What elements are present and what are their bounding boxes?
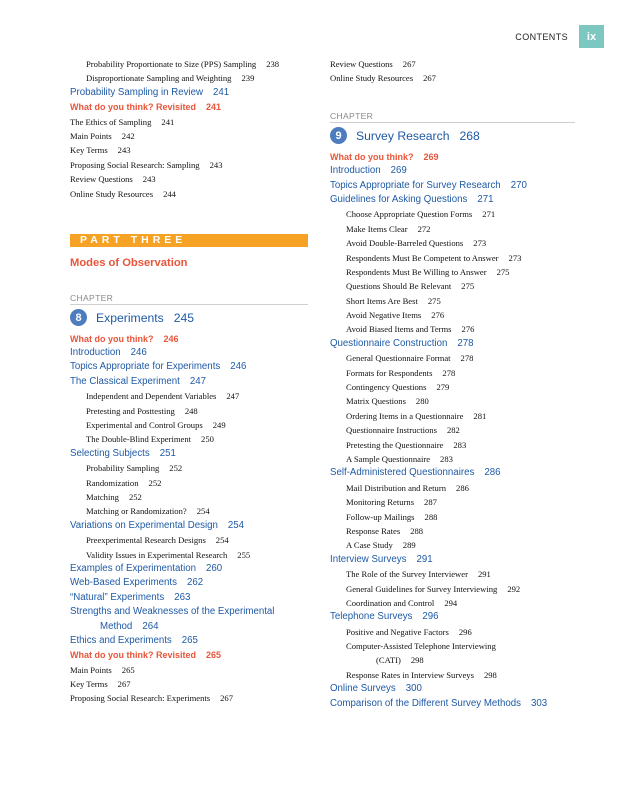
- toc-entry-title: Self-Administered Questionnaires: [330, 467, 475, 479]
- chapter-number-badge: 9: [330, 127, 347, 144]
- toc-entry-page: 244: [163, 188, 176, 199]
- toc-entry[interactable]: [70, 404, 308, 418]
- toc-entry-title: Positive and Negative Factors: [346, 626, 449, 637]
- toc-entry-title: Guidelines for Asking Questions: [330, 193, 468, 205]
- toc-entry-title: Interview Surveys: [330, 553, 407, 565]
- toc-entry[interactable]: [330, 466, 575, 480]
- toc-entry[interactable]: [330, 193, 575, 207]
- toc-entry-title: Follow-up Mailings: [346, 511, 415, 522]
- toc-entry-page: 288: [424, 511, 438, 522]
- toc-entries-chapter-9: [330, 150, 575, 711]
- toc-entry[interactable]: [330, 524, 575, 538]
- toc-entry-title: Proposing Social Research: Experiments: [70, 693, 211, 704]
- toc-entry[interactable]: [330, 538, 575, 552]
- toc-entry-title: Response Rates in Interview Surveys: [346, 669, 474, 680]
- toc-entry-title-continued: [346, 653, 575, 667]
- toc-entry-page: 291: [416, 553, 433, 565]
- toc-entry[interactable]: [70, 375, 308, 389]
- chapter-label: CHAPTER: [70, 292, 308, 305]
- toc-entry[interactable]: [330, 697, 575, 711]
- toc-entry-page: 298: [410, 655, 424, 666]
- toc-entry-title: Validity Issues in Experimental Research: [86, 549, 228, 560]
- toc-entry[interactable]: [70, 187, 308, 201]
- toc-entry[interactable]: [330, 294, 575, 308]
- toc-entry-page: 296: [422, 611, 439, 623]
- toc-entry-page: 292: [507, 583, 521, 594]
- page-number-tab: ix: [579, 25, 604, 48]
- toc-entry-page: 255: [237, 549, 251, 560]
- toc-entry-page: 264: [142, 620, 159, 632]
- toc-entry[interactable]: [70, 605, 308, 634]
- toc-entry-page: 294: [444, 597, 458, 608]
- toc-entry[interactable]: [70, 691, 308, 705]
- toc-entry[interactable]: [70, 57, 308, 71]
- toc-entry-page: 238: [266, 59, 280, 69]
- toc-entry-page: 273: [473, 238, 487, 249]
- toc-entry-page: 288: [410, 525, 424, 536]
- toc-entry-page: 286: [456, 482, 469, 493]
- toc-entry[interactable]: [330, 394, 575, 408]
- toc-entry-title: Review Questions: [70, 174, 133, 185]
- toc-entry-page: 252: [169, 463, 183, 474]
- toc-entry-title: “Natural” Experiments: [70, 591, 165, 603]
- toc-entry[interactable]: [330, 222, 575, 236]
- toc-entry-title: Key Terms: [70, 145, 108, 156]
- toc-entry-title: Questions Should Be Relevant: [346, 281, 452, 292]
- toc-entry-title: Key Terms: [70, 679, 108, 690]
- toc-entry-title: Respondents Must Be Competent to Answer: [346, 252, 499, 263]
- toc-entry-page: 275: [427, 295, 441, 306]
- toc-entry-page: 267: [402, 59, 416, 69]
- toc-entry[interactable]: [330, 366, 575, 380]
- toc-entry-title: Make Items Clear: [346, 223, 408, 234]
- toc-entry-title: Avoid Negative Items: [346, 310, 422, 321]
- toc-entry[interactable]: [70, 332, 308, 346]
- chapter-label: CHAPTER: [330, 110, 575, 123]
- toc-entry-page: 300: [405, 683, 422, 695]
- toc-entry-title: Questionnaire Construction: [330, 337, 448, 349]
- toc-entry-title: The Double-Blind Experiment: [86, 434, 192, 445]
- toc-entry-page: 252: [148, 477, 162, 488]
- toc-entry-page: 265: [181, 634, 198, 646]
- toc-entry-page: 246: [230, 361, 247, 373]
- toc-entry-title: Response Rates: [346, 525, 401, 536]
- chapter-heading[interactable]: [330, 126, 575, 146]
- toc-entry-title: Web-Based Experiments: [70, 577, 177, 589]
- toc-entry-page: 262: [186, 577, 204, 589]
- toc-entry-page: 272: [417, 223, 431, 234]
- toc-entry[interactable]: [330, 71, 575, 85]
- toc-entry[interactable]: [70, 548, 308, 562]
- toc-column-right: [330, 57, 575, 711]
- toc-entry-page: 254: [196, 506, 210, 517]
- toc-entry[interactable]: [70, 389, 308, 403]
- toc-entry-title: Pretesting the Questionnaire: [346, 439, 444, 450]
- toc-entry-title: Mail Distribution and Return: [346, 482, 447, 493]
- toc-entry[interactable]: [330, 337, 575, 351]
- toc-entry[interactable]: [330, 308, 575, 322]
- running-header-label: CONTENTS: [515, 32, 568, 42]
- toc-entry-title: General Questionnaire Format: [346, 353, 451, 364]
- toc-entry-title: The Role of the Survey Interviewer: [346, 569, 468, 580]
- toc-entry-title: Main Points: [70, 130, 112, 141]
- toc-entry[interactable]: [70, 576, 308, 590]
- toc-entry-page: 265: [121, 664, 135, 675]
- toc-entry-page: 298: [483, 669, 497, 680]
- toc-entry-title: Contingency Questions: [346, 382, 427, 393]
- toc-entry[interactable]: [70, 476, 308, 490]
- toc-entry[interactable]: [330, 265, 575, 279]
- toc-entries-left-top: [70, 57, 308, 201]
- chapter-page: 268: [459, 128, 480, 143]
- toc-entry[interactable]: [330, 682, 575, 696]
- toc-entry-title: Respondents Must Be Willing to Answer: [346, 266, 487, 277]
- toc-entry-page: 251: [159, 447, 176, 459]
- toc-entry-title: Preexperimental Research Designs: [86, 535, 206, 546]
- toc-entry-page: 250: [201, 434, 214, 445]
- toc-entry-page: 254: [215, 535, 229, 546]
- toc-entry-page: 296: [458, 626, 472, 637]
- toc-entry-title: Monitoring Returns: [346, 497, 415, 508]
- toc-entry-title: Telephone Surveys: [330, 611, 413, 623]
- toc-entry[interactable]: [330, 179, 575, 193]
- toc-entry[interactable]: [70, 71, 308, 85]
- toc-column-left: [70, 57, 308, 706]
- toc-entry-title: Computer-Assisted Telephone Interviewing: [346, 641, 496, 652]
- toc-entry-page: 247: [226, 391, 240, 402]
- toc-entry[interactable]: [70, 418, 308, 432]
- chapter-number-badge: 8: [70, 309, 87, 326]
- toc-entry-title-continued-text: (CATI): [376, 655, 401, 666]
- toc-entry-title: Coordination and Control: [346, 597, 435, 608]
- toc-entry[interactable]: [70, 663, 308, 677]
- toc-entry-title: The Classical Experiment: [70, 375, 180, 387]
- toc-entry[interactable]: [70, 490, 308, 504]
- toc-entry[interactable]: [330, 207, 575, 221]
- toc-entry-title: Online Study Resources: [330, 73, 414, 84]
- toc-entry-page: 283: [453, 439, 467, 450]
- toc-entry-title: Disproportionate Sampling and Weighting: [86, 73, 232, 84]
- toc-entry-title: Probability Proportionate to Size (PPS) Sampling: [86, 59, 257, 69]
- toc-entry-page: 267: [220, 693, 233, 704]
- toc-entry-title: Examples of Experimentation: [70, 562, 196, 574]
- toc-entry[interactable]: [70, 143, 308, 157]
- toc-entry[interactable]: [330, 164, 575, 178]
- toc-entry-page: 269: [423, 151, 439, 162]
- toc-entry-title: What do you think?: [330, 151, 414, 162]
- toc-entry-page: 278: [457, 337, 474, 349]
- toc-entry-page: 243: [142, 174, 156, 185]
- toc-entry[interactable]: [70, 360, 308, 374]
- toc-entry-page: 267: [423, 73, 436, 84]
- toc-entry[interactable]: [330, 567, 575, 581]
- toc-entry-page: 243: [117, 145, 131, 156]
- toc-entry[interactable]: [70, 158, 308, 172]
- toc-entry-page: 271: [477, 193, 494, 205]
- toc-entry[interactable]: [330, 553, 575, 567]
- toc-entry-page: 248: [184, 405, 198, 416]
- toc-entry-title: A Sample Questionnaire: [346, 453, 431, 464]
- toc-entry-title: Independent and Dependent Variables: [86, 391, 217, 402]
- toc-entry-title: Formats for Respondents: [346, 367, 433, 378]
- toc-entry[interactable]: [70, 634, 308, 648]
- toc-entry[interactable]: [70, 562, 308, 576]
- toc-entry[interactable]: [330, 251, 575, 265]
- toc-entry[interactable]: [330, 423, 575, 437]
- toc-entry[interactable]: [330, 625, 575, 639]
- toc-entry-page: 249: [212, 420, 226, 431]
- toc-entry[interactable]: [70, 115, 308, 129]
- toc-entry-title-continued: [70, 620, 308, 634]
- toc-entry[interactable]: [330, 668, 575, 682]
- toc-entry[interactable]: [330, 380, 575, 394]
- toc-entry-title: Matrix Questions: [346, 396, 406, 407]
- toc-entry[interactable]: [70, 129, 308, 143]
- chapter-title: Survey Research: [356, 128, 450, 143]
- toc-entry-page: 242: [121, 130, 135, 141]
- toc-entry-title: Ordering Items in a Questionnaire: [346, 410, 464, 421]
- toc-entry-page: 265: [206, 650, 222, 661]
- toc-entry[interactable]: [70, 432, 308, 446]
- toc-entry[interactable]: [330, 610, 575, 624]
- toc-entry-page: 263: [174, 591, 191, 603]
- toc-entry-title: Questionnaire Instructions: [346, 425, 437, 436]
- toc-entry[interactable]: [70, 346, 308, 360]
- toc-entry[interactable]: [70, 461, 308, 475]
- toc-entry-page: 241: [161, 116, 175, 127]
- chapter-heading[interactable]: [70, 308, 308, 328]
- toc-entries-right-top: [330, 57, 575, 86]
- toc-entry-page: 276: [431, 310, 445, 321]
- toc-entry-title: Topics Appropriate for Experiments: [70, 361, 221, 373]
- toc-entry-page: 241: [213, 86, 230, 98]
- toc-entry[interactable]: [70, 677, 308, 691]
- toc-entry[interactable]: [70, 447, 308, 461]
- toc-entry-page: 252: [128, 491, 142, 502]
- toc-entry-page: 276: [461, 324, 475, 335]
- toc-entry[interactable]: [70, 591, 308, 605]
- toc-entry[interactable]: [330, 57, 575, 71]
- toc-entry[interactable]: [70, 172, 308, 186]
- toc-entry-title: A Case Study: [346, 540, 393, 551]
- toc-entry-page: 281: [473, 410, 487, 421]
- toc-entry-title: Main Points: [70, 664, 112, 675]
- toc-entry-title: Pretesting and Posttesting: [86, 405, 175, 416]
- toc-entry-page: 286: [484, 467, 501, 479]
- toc-entry[interactable]: [330, 510, 575, 524]
- toc-entry-title: General Guidelines for Survey Interviewing: [346, 583, 498, 594]
- part-banner: PART THREE: [70, 234, 308, 247]
- toc-entry-title: Online Surveys: [330, 683, 396, 695]
- toc-entry-title: Probability Sampling: [86, 463, 160, 474]
- toc-entry-title: Choose Appropriate Question Forms: [346, 209, 473, 220]
- toc-entry-page: 278: [460, 353, 474, 364]
- toc-entry-title-continued-text: Method: [100, 620, 133, 632]
- chapter-page: 245: [173, 310, 195, 325]
- part-title: Modes of Observation: [70, 256, 188, 269]
- toc-entry-title: Introduction: [330, 165, 381, 177]
- toc-entry-page: 291: [477, 569, 491, 580]
- toc-entry-page: 273: [508, 252, 522, 263]
- toc-entry[interactable]: [330, 236, 575, 250]
- toc-entry-page: 254: [227, 519, 245, 531]
- toc-entry-title: Avoid Double-Barreled Questions: [346, 238, 464, 249]
- toc-entry-title: What do you think?: [70, 333, 154, 344]
- toc-entry-page: 283: [440, 453, 453, 464]
- toc-entry-page: 287: [424, 497, 437, 508]
- toc-entry-page: 241: [206, 102, 222, 113]
- toc-entry-title: Online Study Resources: [70, 188, 154, 199]
- toc-entry-title: Short Items Are Best: [346, 295, 418, 306]
- toc-entry-title: Proposing Social Research: Sampling: [70, 159, 200, 170]
- toc-entry-title: Variations on Experimental Design: [70, 519, 218, 531]
- toc-entry-page: 239: [241, 73, 255, 84]
- toc-entry[interactable]: [330, 279, 575, 293]
- toc-entry[interactable]: [330, 150, 575, 164]
- toc-entry-page: 271: [482, 209, 496, 220]
- toc-entry-title: The Ethics of Sampling: [70, 116, 152, 127]
- toc-entry[interactable]: [330, 582, 575, 596]
- toc-entry-page: 278: [442, 367, 456, 378]
- toc-entry-title: Ethics and Experiments: [70, 634, 172, 646]
- toc-entry-page: 270: [510, 179, 527, 191]
- toc-entry-page: 243: [209, 159, 223, 170]
- toc-entry[interactable]: [70, 533, 308, 547]
- toc-entry-title: Comparison of the Different Survey Methods: [330, 697, 521, 709]
- toc-entry-page: 303: [530, 697, 548, 709]
- toc-entry-page: 280: [415, 396, 429, 407]
- toc-entry[interactable]: [330, 452, 575, 466]
- toc-entry[interactable]: [70, 100, 308, 114]
- toc-entry[interactable]: [330, 409, 575, 423]
- toc-entry-page: 269: [390, 165, 407, 177]
- toc-entry[interactable]: [330, 639, 575, 668]
- toc-entry[interactable]: [330, 596, 575, 610]
- toc-entry-title: What do you think? Revisited: [70, 102, 197, 113]
- toc-entry-title: Selecting Subjects: [70, 447, 150, 459]
- toc-entry-page: 246: [163, 333, 179, 344]
- toc-entry-page: 247: [189, 375, 207, 387]
- toc-entry-page: 279: [436, 382, 450, 393]
- toc-entry-page: 289: [402, 540, 416, 551]
- toc-entry[interactable]: [70, 504, 308, 518]
- toc-entry-title: Matching: [86, 491, 119, 502]
- toc-entry-title: Probability Sampling in Review: [70, 86, 203, 98]
- toc-entries-chapter-8: [70, 332, 308, 706]
- toc-entry-page: 275: [461, 281, 475, 292]
- toc-entry[interactable]: [70, 648, 308, 662]
- toc-entry[interactable]: [330, 351, 575, 365]
- toc-entry-title: Review Questions: [330, 59, 393, 69]
- toc-entry-title: Experimental and Control Groups: [86, 420, 203, 431]
- toc-entry[interactable]: [330, 481, 575, 495]
- toc-entry-title: Introduction: [70, 347, 121, 359]
- toc-entry-title: Avoid Biased Items and Terms: [346, 324, 452, 335]
- toc-entry[interactable]: [330, 322, 575, 336]
- toc-entry[interactable]: [70, 86, 308, 100]
- toc-entry-page: 275: [496, 266, 510, 277]
- toc-entry-page: 267: [117, 679, 131, 690]
- toc-entry[interactable]: [70, 519, 308, 533]
- toc-entry-title: What do you think? Revisited: [70, 650, 197, 661]
- toc-entry-title: Strengths and Weaknesses of the Experimental: [70, 606, 275, 618]
- toc-entry-page: 282: [446, 425, 460, 436]
- toc-entry[interactable]: [330, 438, 575, 452]
- chapter-title: Experiments: [96, 310, 164, 325]
- toc-entry-title: Matching or Randomization?: [86, 506, 187, 517]
- toc-entry-page: 260: [206, 562, 223, 574]
- toc-entry-title: Topics Appropriate for Survey Research: [330, 179, 501, 191]
- toc-entry[interactable]: [330, 495, 575, 509]
- toc-entry-title: Randomization: [86, 477, 139, 488]
- toc-entry-page: 246: [130, 347, 147, 359]
